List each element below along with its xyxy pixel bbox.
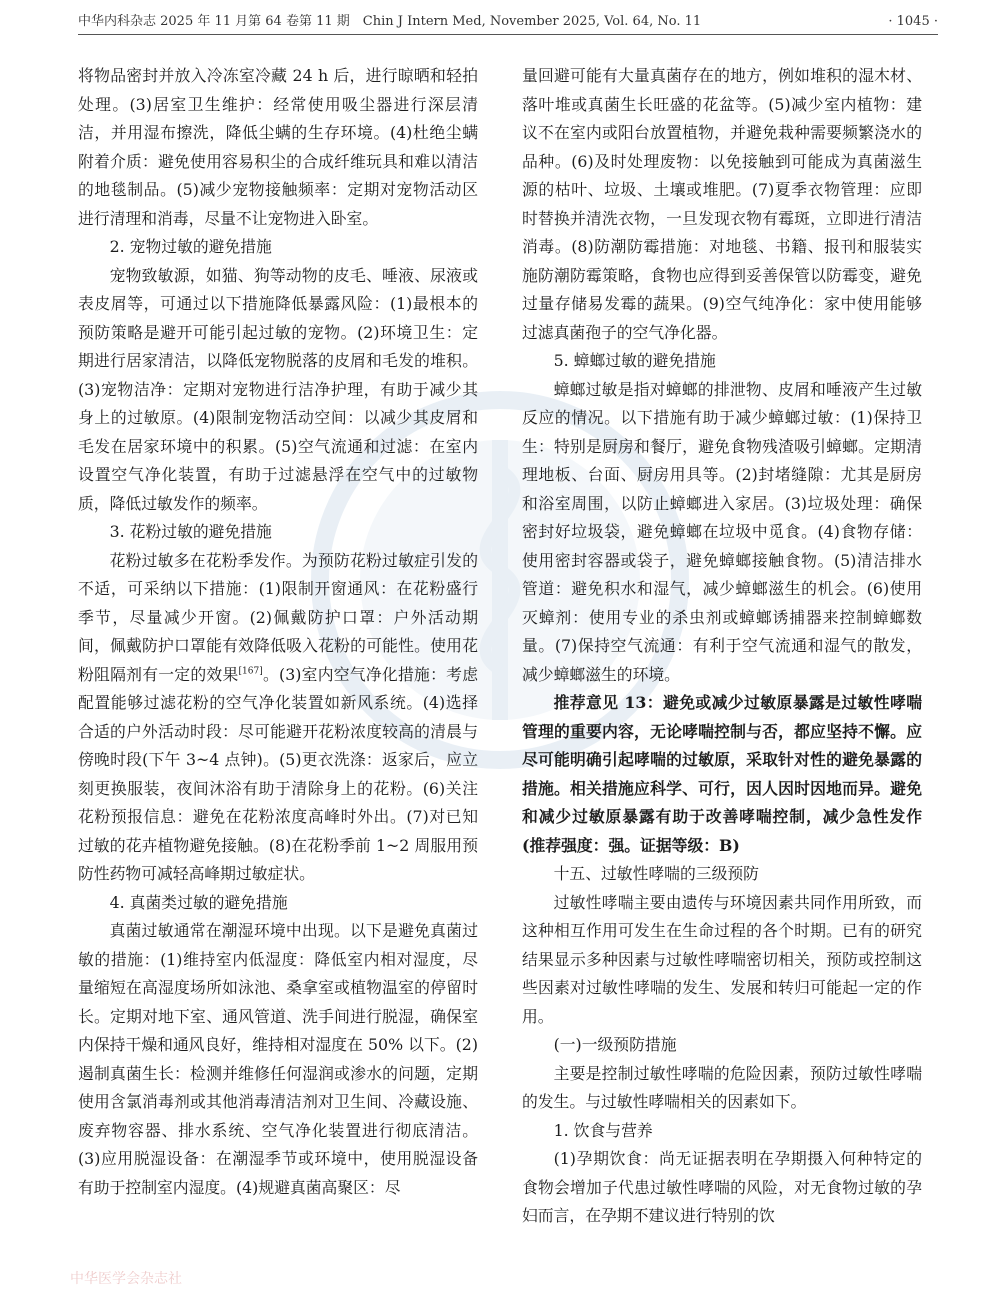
section-heading: 5. 蟑螂过敏的避免措施 [553,351,716,370]
recommendation-13: 推荐意见 13：避免或减少过敏原暴露是过敏性哮喘管理的重要内容，无论哮喘控制与否，都应坚持不懈。应尽可能明确引起哮喘的过敏原，采取针对性的避免暴露的措施。相关措施应科学、可行，因人因时因地而异。避免和减少过敏原暴露有助于改善哮喘控制，减少急性发作(推荐强度：强。证据等级：B) [522,693,922,855]
paragraph: 量回避可能有大量真菌存在的地方，例如堆积的湿木材、落叶堆或真菌生长旺盛的花盆等。(5)减少室内植物：建议不在室内或阳台放置植物，并避免栽种需要频繁浇水的品种。(6)及时处理废物：以免接触到可能成为真菌滋生源的枯叶、垃圾、土壤或堆肥。(7)夏季衣物管理：应即时替换并清洗衣物，一旦发现衣物有霉斑，立即进行清洁消毒。(8)防潮防霉措施：对地毯、书籍、报刊和服装实施防潮防霉策略，食物也应得到妥善保管以防霉变，避免过量存储易发霉的蔬果。(9)空气纯净化：家中使用能够过滤真菌孢子的空气净化器。 [522,66,922,342]
subsection-heading: 1. 饮食与营养 [553,1120,653,1140]
paragraph-text: 。(3)室内空气净化措施：考虑配置能够过滤花粉的空气净化装置如新风系统。(4)选择合适的户外活动时段：尽可能避开花粉浓度较高的清晨与傍晚时段(下午 3~4 点钟)。(5)更衣洗涤：返家后，应立刻更换服装，夜间沐浴有助于清除身上的花粉。(6)关注花粉预报信息：避免在花粉浓度高峰时外出。(7)对已知过敏的花卉植物避免接触。(8)在花粉季前 1~2 周服用预防性药物可减轻高峰期过敏症状。 [78,664,478,883]
subsection-heading: (一)一级预防措施 [553,1035,677,1054]
left-column [78,62,478,1202]
paragraph [78,547,478,889]
page-number: · 1045 · [888,14,938,29]
section-heading: 4. 真菌类过敏的避免措施 [109,892,288,912]
citation-reference[interactable]: [167] [238,666,263,677]
paragraph: 将物品密封并放入冷冻室冷藏 24 h 后，进行晾晒和轻拍处理。(3)居室卫生维护：经常使用吸尘器进行深层清洁，并用湿布擦洗，降低尘螨的生存环境。(4)杜绝尘螨附着介质：避免使用容易积尘的合成纤维玩具和难以清洁的地毯制品。(5)减少宠物接触频率：定期对宠物活动区进行清理和消毒，尽量不让宠物进入卧室。 [78,66,478,228]
section-heading: 3. 花粉过敏的避免措施 [109,522,272,541]
journal-citation: 中华内科杂志 2025 年 11 月第 64 卷第 11 期 Chin J Intern Med, November 2025, Vol. 64, No. 11 [78,14,702,29]
paragraph: 过敏性哮喘主要由遗传与环境因素共同作用所致，而这种相互作用可发生在生命过程的各个时期。已有的研究结果显示多种因素与过敏性哮喘密切相关，预防或控制这些因素对过敏性哮喘的发生、发展和转归可能起一定的作用。 [522,892,922,1026]
paragraph: (1)孕期饮食：尚无证据表明在孕期摄入何种特定的食物会增加子代患过敏性哮喘的风险，对无食物过敏的孕妇而言，在孕期不建议进行特别的饮 [522,1149,922,1225]
section-heading: 2. 宠物过敏的避免措施 [109,237,272,256]
paragraph: 主要是控制过敏性哮喘的危险因素，预防过敏性哮喘的发生。与过敏性哮喘相关的因素如下。 [522,1063,922,1111]
publisher-logo: 中华医学会杂志社 [70,1271,182,1287]
right-column [522,62,922,1231]
paragraph: 真菌过敏通常在潮湿环境中出现。以下是避免真菌过敏的措施：(1)维持室内低湿度：降低室内相对湿度，尽量缩短在高湿度场所如泳池、桑拿室或植物温室的停留时长。定期对地下室、通风管道、洗手间进行脱湿，确保室内保持干燥和通风良好，维持相对湿度在 50% 以下。(2)遏制真菌生长：检测并维修任何湿润或渗水的问题，定期使用含氯消毒剂或其他消毒清洁剂对卫生间、冷藏设施、废弃物容器、排水系统、空气净化装置进行彻底清洁。(3)应用脱湿设备：在潮湿季节或环境中，使用脱湿设备有助于控制室内湿度。(4)规避真菌高聚区：尽 [78,921,478,1197]
section-heading: 十五、过敏性哮喘的三级预防 [553,864,759,883]
running-header [78,10,938,35]
paragraph: 宠物致敏源，如猫、狗等动物的皮毛、唾液、尿液或表皮屑等，可通过以下措施降低暴露风险：(1)最根本的预防策略是避开可能引起过敏的宠物。(2)环境卫生：定期进行居家清洁，以降低宠物脱落的皮屑和毛发的堆积。(3)宠物洁净：定期对宠物进行洁净护理，有助于减少其身上的过敏原。(4)限制宠物活动空间：以减少其皮屑和毛发在居家环境中的积累。(5)空气流通和过滤：在室内设置空气净化装置，有助于过滤悬浮在空气中的过敏物质，降低过敏发作的频率。 [78,265,478,513]
paragraph-text: 花粉过敏多在花粉季发作。为预防花粉过敏症引发的不适，可采纳以下措施：(1)限制开窗通风：在花粉盛行季节，尽量减少开窗。(2)佩戴防护口罩：户外活动期间，佩戴防护口罩能有效降低吸入花粉的可能性。使用花粉阻隔剂有一定的效果 [78,550,478,684]
paragraph: 蟑螂过敏是指对蟑螂的排泄物、皮屑和唾液产生过敏反应的情况。以下措施有助于减少蟑螂过敏：(1)保持卫生：特别是厨房和餐厅，避免食物残渣吸引蟑螂。定期清理地板、台面、厨房用具等。(2)封堵缝隙：尤其是厨房和浴室周围，以防止蟑螂进入家居。(3)垃圾处理：确保密封好垃圾袋，避免蟑螂在垃圾中觅食。(4)食物存储：使用密封容器或袋子，避免蟑螂接触食物。(5)清洁排水管道：避免积水和湿气，减少蟑螂滋生的机会。(6)使用灭蟑剂：使用专业的杀虫剂或蟑螂诱捕器来控制蟑螂数量。(7)保持空气流通：有利于空气流通和湿气的散发，减少蟑螂滋生的环境。 [522,379,922,684]
